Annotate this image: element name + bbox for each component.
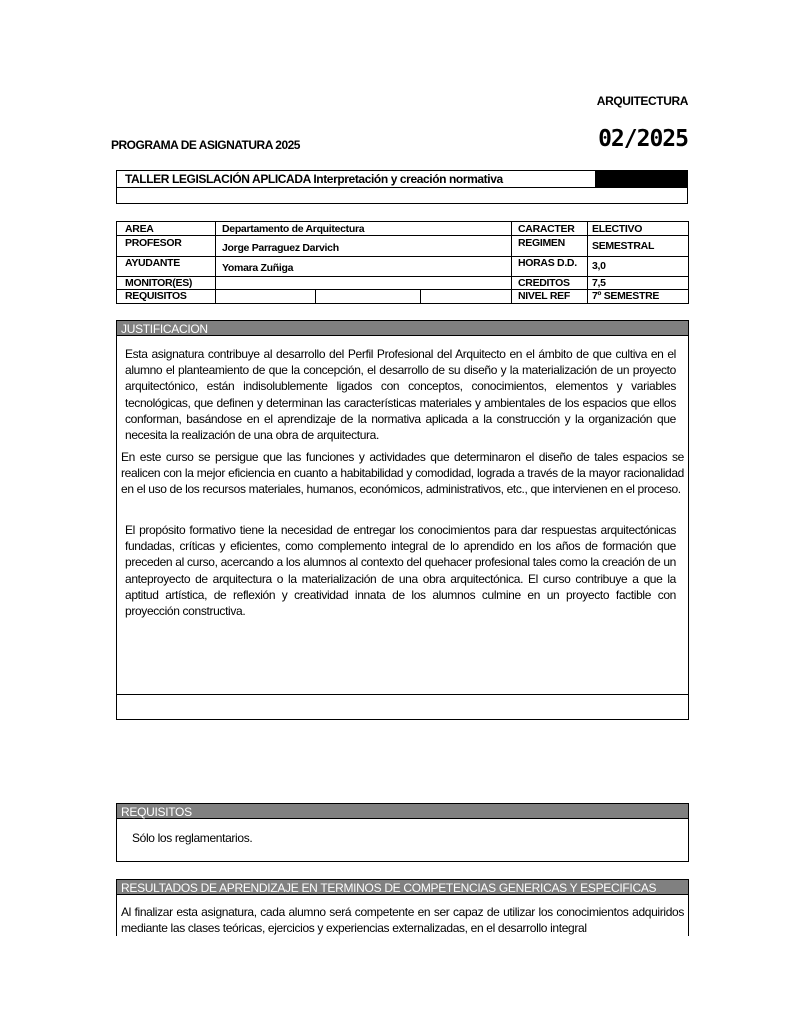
regimen-value: SEMESTRAL — [592, 240, 655, 252]
justificacion-paragraph-2: En este curso se persigue que las funciones y actividades que determinaron el diseño de tales espacios se realicen con la mejor eficiencia en cuanto a habitabilidad y comodidad, lograda a través de la mayor racionalidad en el uso de los recursos materiales, humanos, económicos, administrativos, etc., que intervienen en el proceso. — [121, 450, 684, 497]
resultados-header — [116, 879, 689, 895]
regimen-label: REGIMEN — [518, 237, 565, 249]
monitor-label: MONITOR(ES) — [125, 277, 193, 289]
requisitos-text: Sólo los reglamentarios. — [132, 831, 253, 845]
ayudante-label: AYUDANTE — [125, 257, 180, 269]
resultados-box — [116, 895, 689, 936]
area-label: AREA — [125, 223, 154, 235]
requisitos-header — [116, 803, 689, 819]
course-title-row — [117, 171, 687, 188]
profesor-value: Jorge Parraguez Darvich — [222, 242, 339, 254]
justificacion-header — [116, 320, 689, 336]
requisitos-box — [116, 819, 689, 862]
caracter-label: CARACTER — [518, 223, 575, 235]
resultados-heading: RESULTADOS DE APRENDIZAJE EN TERMINOS DE COMPETENCIAS GENERICAS Y ESPECIFICAS — [121, 881, 657, 895]
program-title: PROGRAMA DE ASIGNATURA 2025 — [111, 138, 300, 152]
nivel-label: NIVEL REF — [518, 290, 570, 302]
requisitos-heading: REQUISITOS — [121, 805, 192, 819]
justificacion-box — [116, 336, 689, 720]
requisitos-label: REQUISITOS — [125, 290, 187, 302]
caracter-value: ELECTIVO — [592, 223, 643, 235]
course-title: TALLER LEGISLACIÓN APLICADA Interpretación y creación normativa — [125, 172, 503, 186]
program-code: 02/2025 — [598, 126, 688, 152]
course-info-table — [116, 221, 689, 304]
creditos-label: CREDITOS — [518, 277, 570, 289]
horas-value: 3,0 — [592, 260, 606, 272]
course-title-black-cell — [595, 171, 687, 187]
ayudante-value: Yomara Zuñiga — [222, 262, 294, 274]
creditos-value: 7,5 — [592, 277, 606, 289]
nivel-value: 7º SEMESTRE — [592, 290, 660, 302]
justificacion-heading: JUSTIFICACION — [121, 322, 208, 336]
justificacion-paragraph-3: El propósito formativo tiene la necesidad de entregar los conocimientos para dar respuestas arquitectónicas fundadas, críticas y eficientes, como complemento integral de lo aprendido en los años de formación que preceden al curso, acercando a los alumnos al contexto del quehacer profesional tales como la creación de un anteproyecto de arquitectura o la materialización de una obra arquitectónica. El curso contribuye a que la aptitud artística, de reflexión y creatividad innata de los alumnos culmine en un proyecto factible con proyección constructiva. — [125, 523, 676, 619]
course-title-box — [116, 170, 688, 204]
department-label: ARQUITECTURA — [596, 94, 688, 108]
resultados-text: Al finalizar esta asignatura, cada alumno será competente en ser capaz de utilizar los conocimientos adquiridos mediante las clases teóricas, ejercicios y experiencias externalizadas, en el desarrollo integral — [121, 905, 684, 936]
profesor-label: PROFESOR — [125, 237, 182, 249]
horas-label: HORAS D.D. — [518, 257, 577, 269]
area-value: Departamento de Arquitectura — [222, 223, 365, 235]
justificacion-paragraph-1: Esta asignatura contribuye al desarrollo del Perfil Profesional del Arquitecto en el ámbito de que cultiva en el alumno el planteamiento de que la concepción, el desarrollo de su diseño y la materialización de un proyecto arquitectónico, están indisolublemente ligados con conceptos, conocimientos, elementos y variables tecnológicas, que definen y determinan las características materiales y ambientales de los espacios que ellos conforman, basándose en el aprendizaje de la normativa aplicada a la construcción y la organización que necesita la realización de una obra de arquitectura. — [125, 347, 676, 443]
